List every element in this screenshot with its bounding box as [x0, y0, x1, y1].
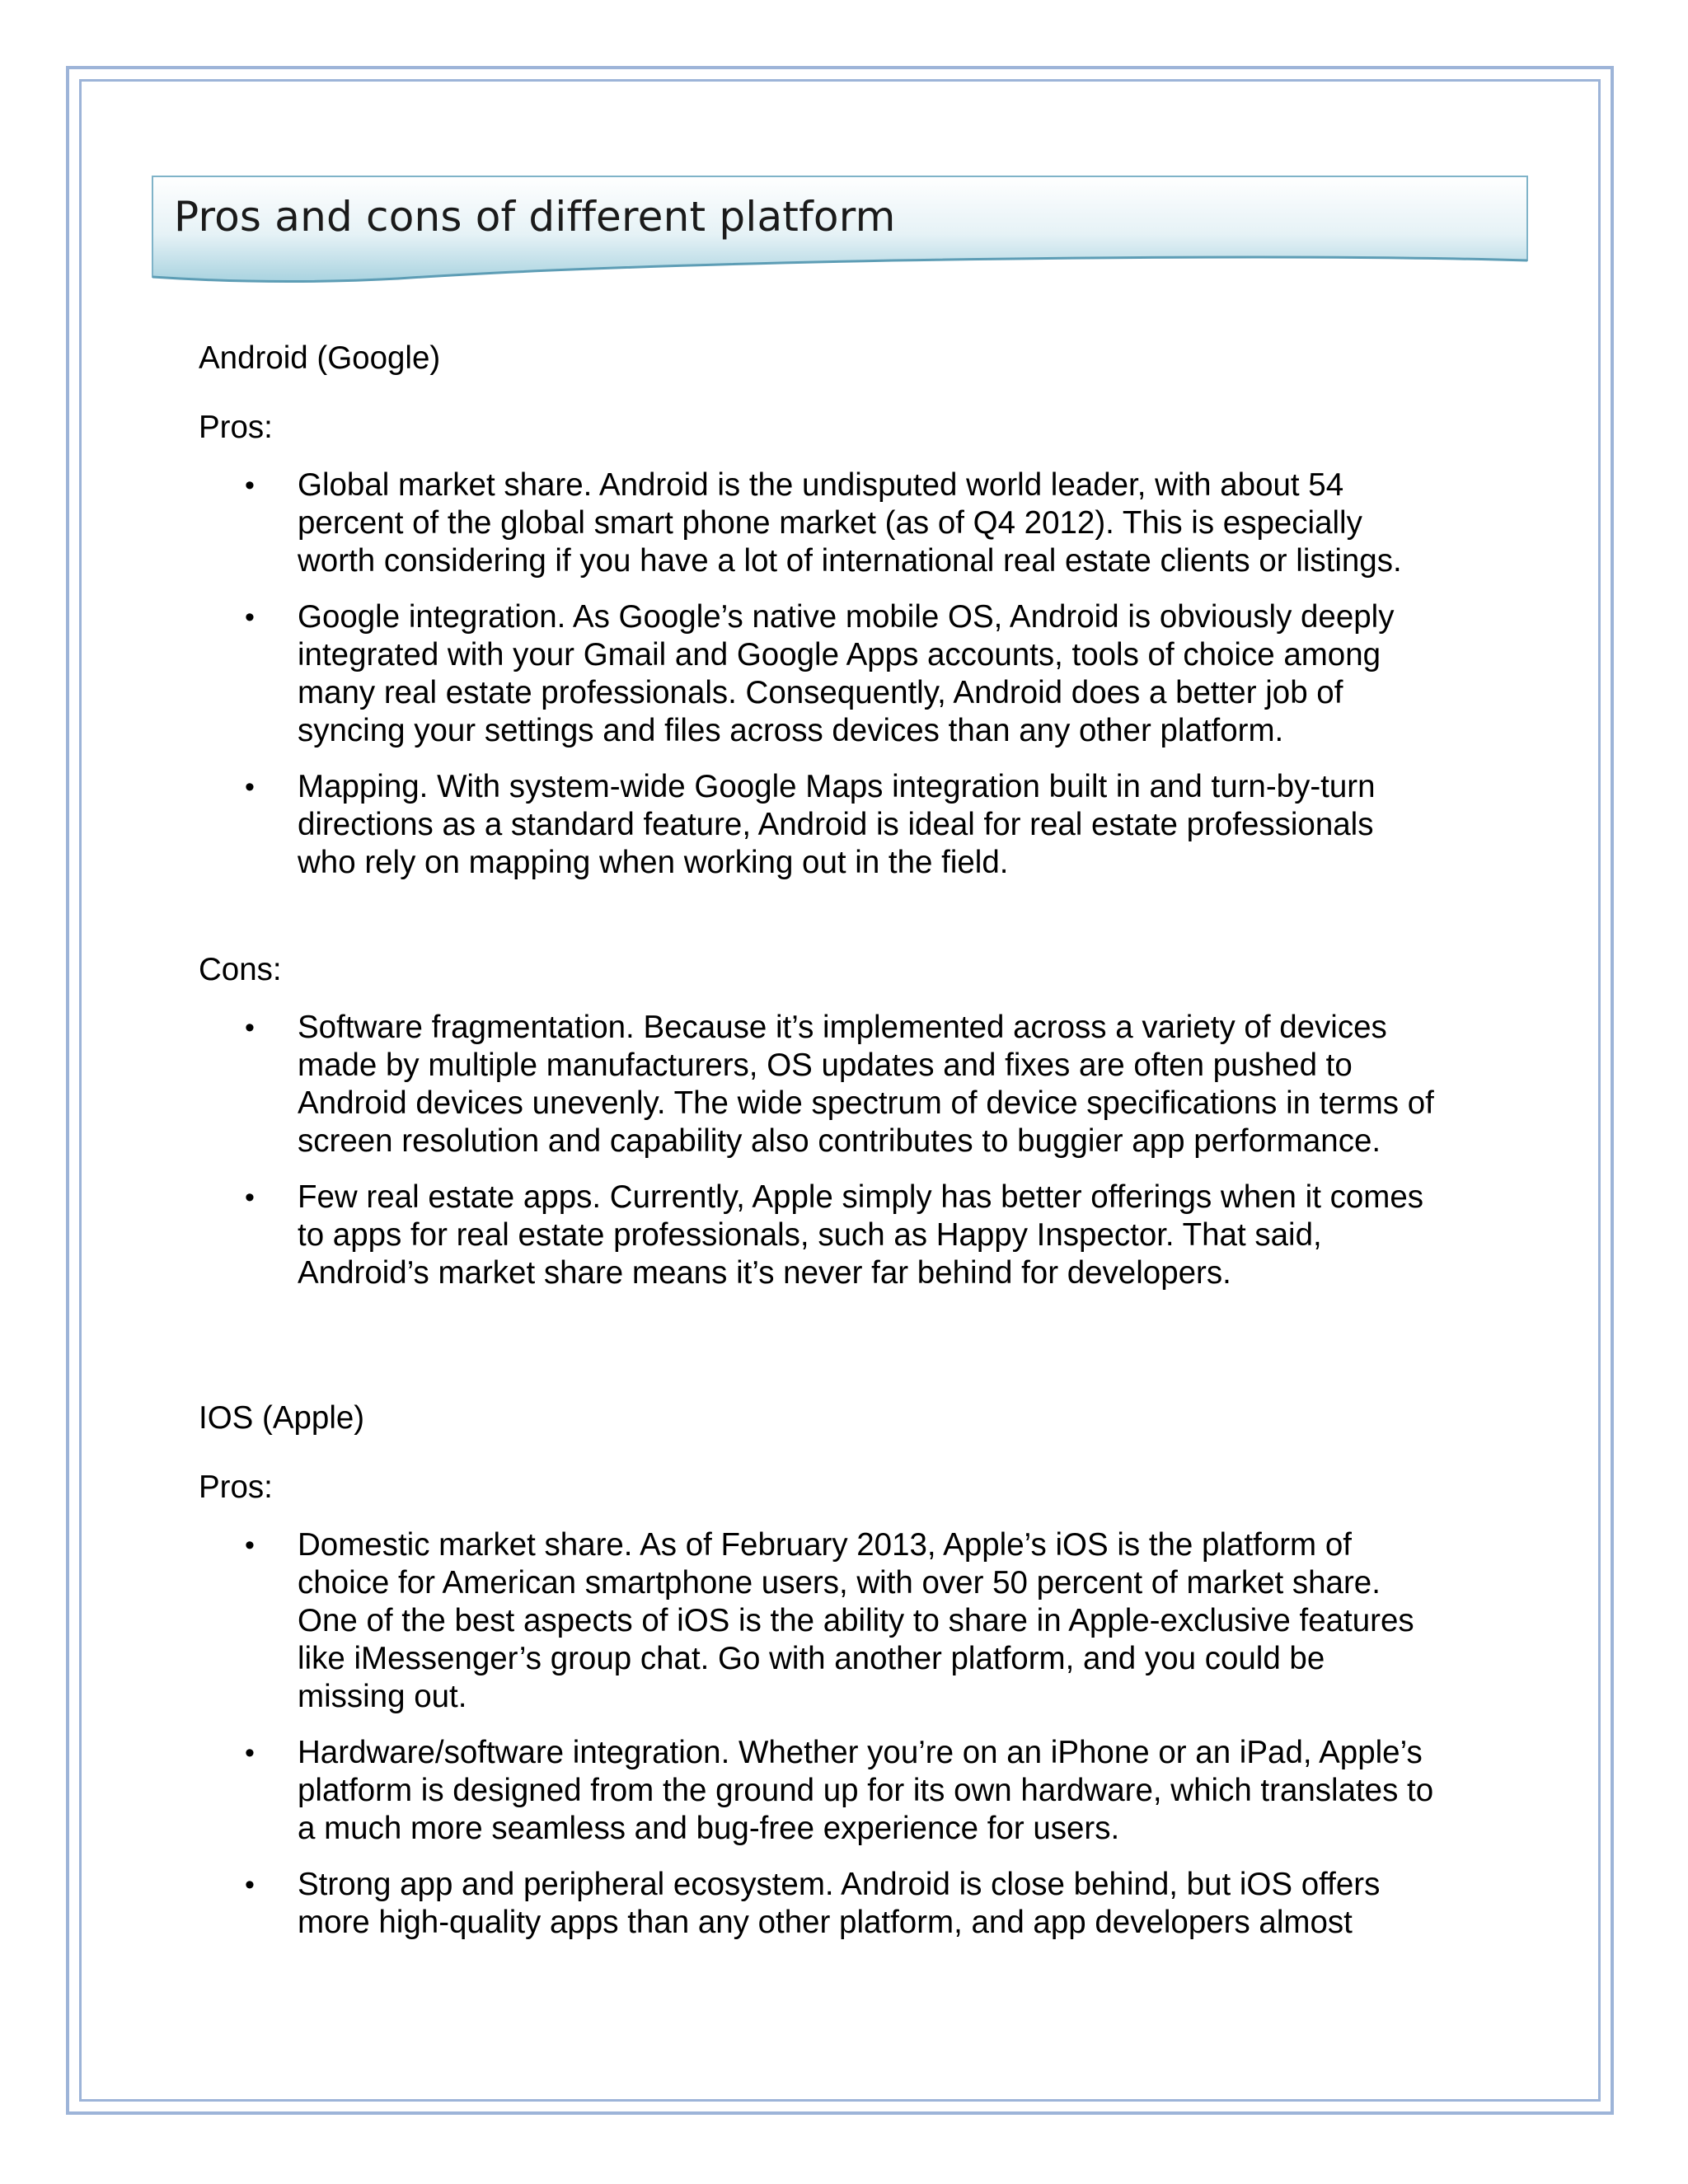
line: many real estate professionals. Consequently, Android does a better job of [298, 675, 1343, 710]
line: more high-quality apps than any other platform, and app developers almost [298, 1905, 1353, 1940]
bullet-icon: • [245, 1182, 255, 1213]
list-item [199, 1734, 1517, 1848]
list-item [199, 466, 1517, 580]
bullet-icon: • [245, 1012, 255, 1043]
page-title: Pros and cons of different platform [174, 193, 896, 241]
line: Hardware/software integration. Whether you’re on an iPhone or an iPad, Apple’s [298, 1735, 1423, 1770]
list-item [199, 1009, 1517, 1160]
line: Domestic market share. As of February 2013, Apple’s iOS is the platform of [298, 1527, 1352, 1563]
list-item [199, 1526, 1517, 1716]
line: directions as a standard feature, Android is ideal for real estate professionals [298, 807, 1374, 842]
pros-label-ios: Pros: [199, 1469, 273, 1505]
line: integrated with your Gmail and Google Apps accounts, tools of choice among [298, 637, 1381, 673]
bullet-icon: • [245, 771, 255, 803]
title-banner [151, 175, 1529, 285]
bullet-icon: • [245, 1869, 255, 1900]
ios-pros-list [199, 1526, 1517, 1942]
line: Few real estate apps. Currently, Apple simply has better offerings when it comes [298, 1179, 1423, 1215]
list-item [199, 598, 1517, 750]
line: Mapping. With system-wide Google Maps integration built in and turn-by-turn [298, 769, 1376, 804]
bullet-icon: • [245, 1530, 255, 1561]
line: choice for American smartphone users, with over 50 percent of market share. [298, 1565, 1381, 1601]
android-pros-list [199, 466, 1517, 882]
bullet-icon: • [245, 602, 255, 633]
line: like iMessenger’s group chat. Go with another platform, and you could be [298, 1641, 1325, 1676]
document-body [199, 340, 1517, 1942]
line: Global market share. Android is the undisputed world leader, with about 54 [298, 467, 1344, 503]
pros-label-android: Pros: [199, 410, 273, 445]
bullet-icon: • [245, 1737, 255, 1769]
line: who rely on mapping when working out in the field. [298, 845, 1009, 880]
line: syncing your settings and files across devices than any other platform. [298, 713, 1284, 748]
line: percent of the global smart phone market (as of Q4 2012). This is especially [298, 505, 1362, 541]
line: made by multiple manufacturers, OS updates and fixes are often pushed to [298, 1047, 1353, 1083]
section-heading-android: Android (Google) [199, 340, 441, 376]
bullet-icon: • [245, 470, 255, 501]
cons-label-android: Cons: [199, 952, 282, 987]
line: Android devices unevenly. The wide spectrum of device specifications in terms of [298, 1085, 1434, 1121]
list-item [199, 768, 1517, 882]
line: screen resolution and capability also contributes to buggier app performance. [298, 1123, 1381, 1159]
section-heading-ios: IOS (Apple) [199, 1400, 365, 1436]
line: a much more seamless and bug-free experience for users. [298, 1811, 1120, 1846]
line: missing out. [298, 1679, 467, 1714]
line: platform is designed from the ground up for its own hardware, which translates to [298, 1773, 1434, 1808]
list-item [199, 1179, 1517, 1292]
list-item [199, 1866, 1517, 1942]
line: to apps for real estate professionals, such as Happy Inspector. That said, [298, 1217, 1322, 1253]
line: Software fragmentation. Because it’s implemented across a variety of devices [298, 1010, 1387, 1045]
line: Strong app and peripheral ecosystem. Android is close behind, but iOS offers [298, 1867, 1381, 1902]
line: worth considering if you have a lot of international real estate clients or listings. [298, 543, 1402, 579]
android-cons-list [199, 1009, 1517, 1292]
line: One of the best aspects of iOS is the ability to share in Apple-exclusive features [298, 1603, 1414, 1638]
line: Android’s market share means it’s never far behind for developers. [298, 1255, 1231, 1291]
line: Google integration. As Google’s native mobile OS, Android is obviously deeply [298, 599, 1395, 635]
